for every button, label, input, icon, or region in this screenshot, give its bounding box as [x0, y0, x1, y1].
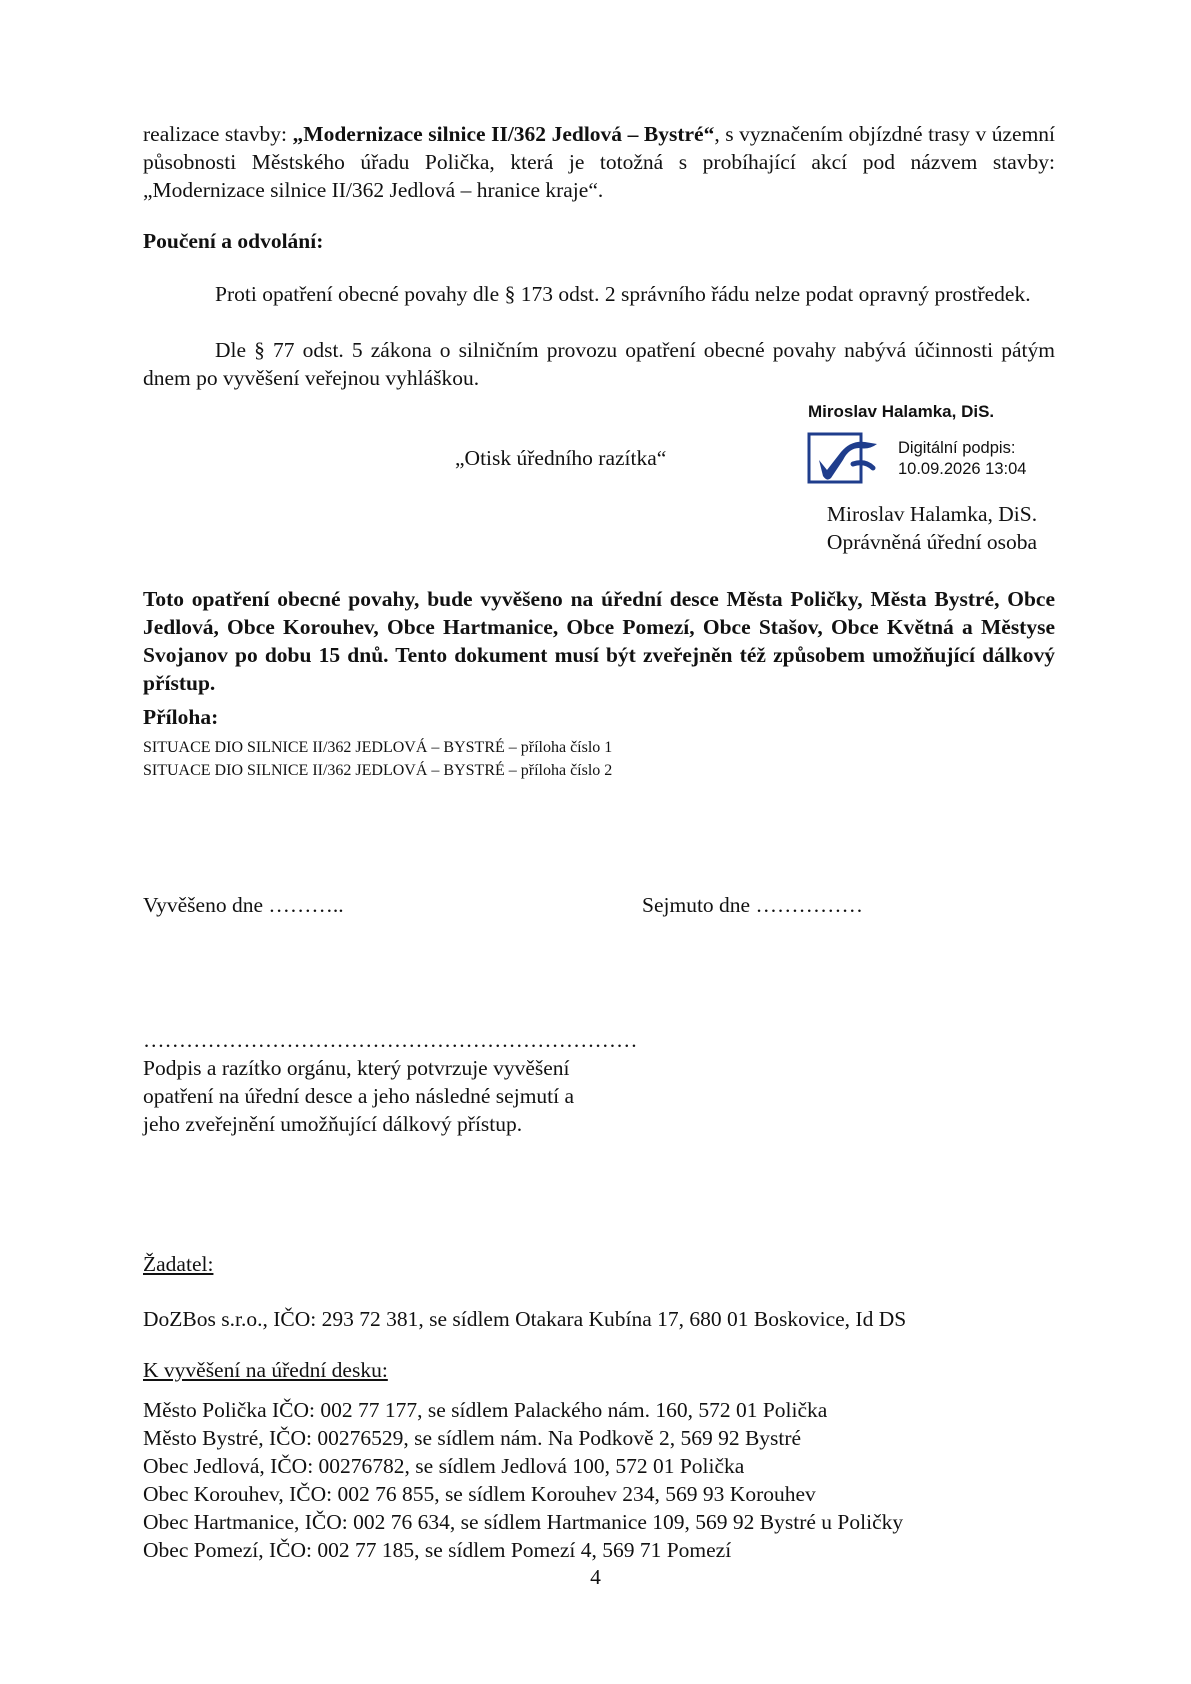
intro-text-cont: , s vyznačením objízdné — [714, 122, 923, 146]
project-name: „Modernizace silnice II/362 Jedlová – Bystré“ — [292, 122, 715, 146]
digital-signature-label: Digitální podpis: — [898, 439, 1016, 457]
board-item: Obec Pomezí, IČO: 002 77 185, se sídlem Pomezí 4, 569 71 Pomezí — [143, 1538, 732, 1562]
attachments-list — [143, 736, 1055, 782]
authority-sign-line-1: Podpis a razítko orgánu, který potvrzuje vyvěšení — [143, 1056, 570, 1080]
board-list — [143, 1396, 1055, 1564]
instruction-paragraph-1: Proti opatření obecné povahy dle § 173 odst. 2 správního řádu nelze podat opravný prostředek. — [215, 282, 1031, 306]
applicant-heading: Žadatel: — [143, 1252, 214, 1276]
board-item: Město Bystré, IČO: 00276529, se sídlem nám. Na Podkově 2, 569 92 Bystré — [143, 1426, 802, 1450]
signer-name: Miroslav Halamka, DiS. — [826, 502, 1038, 526]
posting-notice: Toto opatření obecné povahy, bude vyvěšeno na úřední desce Města Poličky, Města Bystré, Obce Jedlová, Obce Korouhev, Obce Hartmanice, Obce Pomezí, Obce Stašov, Obce Květná a Městyse Svojanov po dobu 15 dnů. Tento dokument musí být zveřejněn též způsobem umožňující dálkový přístup. — [143, 587, 1055, 695]
board-heading: K vyvěšení na úřední desku: — [143, 1358, 388, 1382]
intro-text-start: realizace stavby: — [143, 122, 293, 146]
intro-paragraph — [143, 120, 1055, 204]
page-number: 4 — [590, 1565, 601, 1589]
intro-text-rest: trasy v územní působnosti Městského úřadu Polička, která je totožná s probíhající akcí pod názvem stavby: „Modernizace silnice II/362 Jedlová – hranice kraje“. — [143, 122, 1056, 202]
removed-date-field: Sejmuto dne …………… — [642, 893, 863, 917]
board-item: Obec Jedlová, IČO: 00276782, se sídlem Jedlová 100, 572 01 Polička — [143, 1454, 745, 1478]
instruction-heading: Poučení a odvolání: — [143, 229, 324, 253]
instruction-paragraph-2: Dle § 77 odst. 5 zákona o silničním provozu opatření obecné povahy nabývá účinnosti pátým dnem po vyvěšení veřejnou vyhláškou. — [143, 338, 1055, 390]
applicant-text: DoZBos s.r.o., IČO: 293 72 381, se sídlem Otakara Kubína 17, 680 01 Boskovice, Id DS — [143, 1307, 907, 1331]
digital-signature-meta — [898, 438, 1026, 480]
board-item: Obec Korouhev, IČO: 002 76 855, se sídlem Korouhev 234, 569 93 Korouhev — [143, 1482, 816, 1506]
signer-role: Oprávněná úřední osoba — [826, 530, 1038, 554]
signer-block — [812, 500, 1052, 556]
attachments-heading: Příloha: — [143, 705, 219, 729]
authority-signature-block — [143, 1026, 1055, 1138]
attachment-item: SITUACE DIO SILNICE II/362 JEDLOVÁ – BYSTRÉ – příloha číslo 2 — [143, 762, 613, 779]
digital-signature-icon — [807, 430, 883, 486]
digital-signature-date: 10.09.2026 13:04 — [898, 460, 1027, 478]
official-stamp-placeholder: „Otisk úředního razítka“ — [455, 446, 667, 470]
authority-sign-line-3: jeho zveřejnění umožňující dálkový přístup. — [143, 1112, 523, 1136]
posted-date-field: Vyvěšeno dne ……….. — [143, 893, 344, 917]
authority-sign-line-2: opatření na úřední desce a jeho následné sejmutí a — [143, 1084, 575, 1108]
digital-signer-name: Miroslav Halamka, DiS. — [808, 402, 995, 421]
attachment-item: SITUACE DIO SILNICE II/362 JEDLOVÁ – BYSTRÉ – příloha číslo 1 — [143, 739, 613, 756]
board-item: Obec Hartmanice, IČO: 002 76 634, se sídlem Hartmanice 109, 569 92 Bystré u Poličky — [143, 1510, 904, 1534]
board-item: Město Polička IČO: 002 77 177, se sídlem Palackého nám. 160, 572 01 Polička — [143, 1398, 828, 1422]
signature-dotted-line: …………………………………………………………… — [143, 1028, 638, 1052]
